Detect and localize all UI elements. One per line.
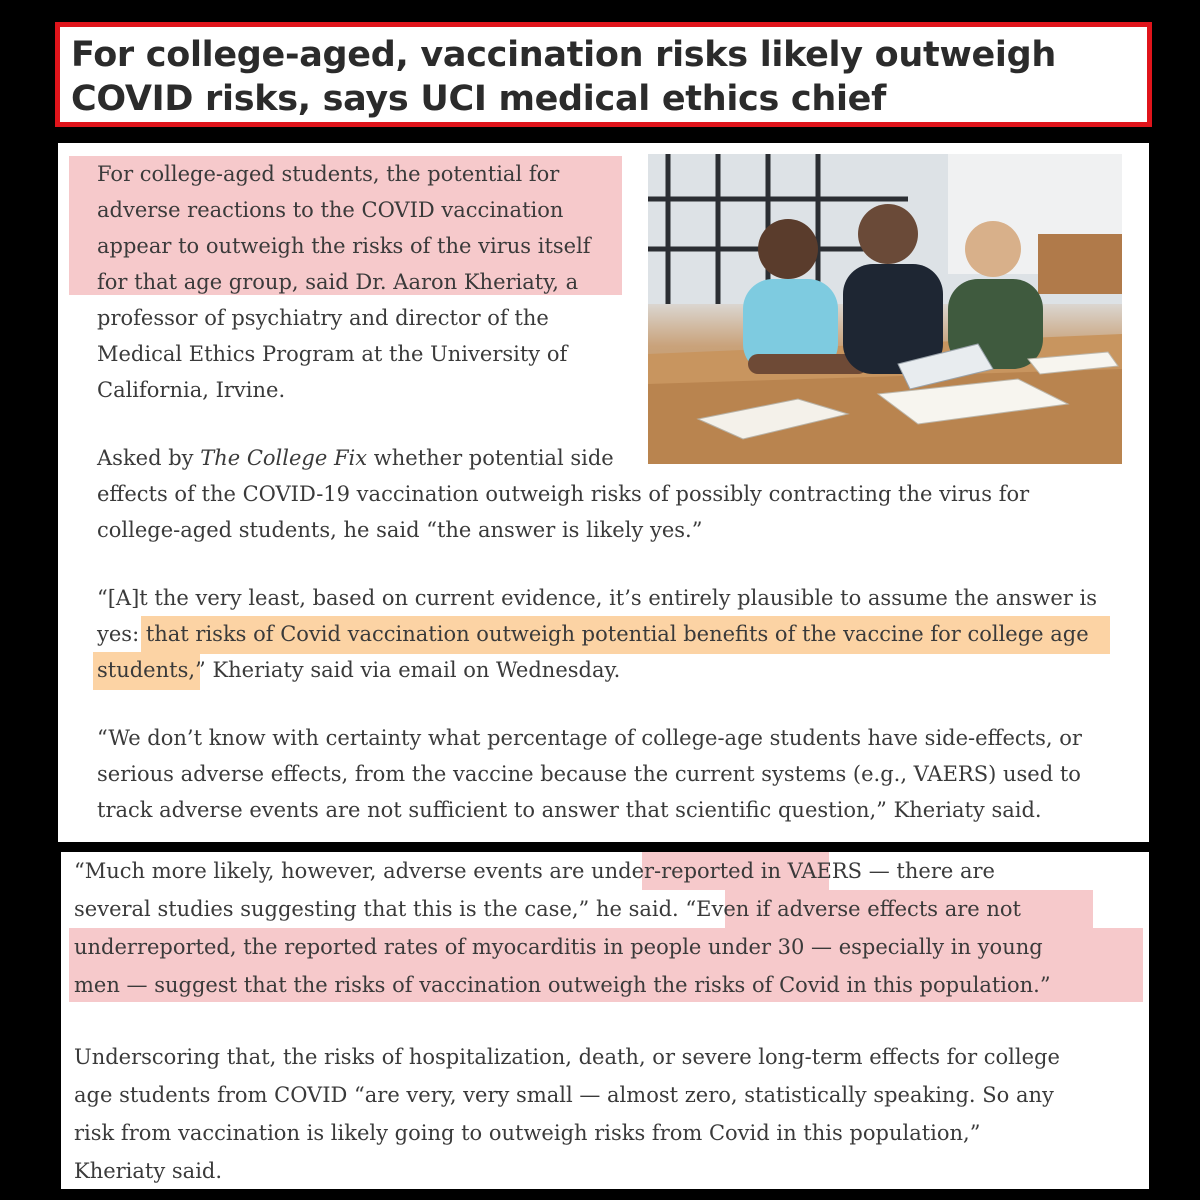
publication-name: The College Fix <box>200 446 368 470</box>
underscoring-line-3: risk from vaccination is likely going to outweigh risks from Covid in this population,” <box>74 1121 981 1145</box>
email-quote-pre: yes: <box>97 622 146 646</box>
underreported-line-1 <box>74 852 1051 890</box>
college-fix-line-1 <box>97 440 1029 476</box>
email-quote-post: ” Kheriaty said via email on Wednesday. <box>195 658 621 682</box>
underreported-pre: “Much more likely, however, adverse events are <box>74 859 592 883</box>
vaers-line-2: serious adverse effects, from the vaccine because the current systems (e.g., VAERS) used to <box>97 762 1081 786</box>
intro-line-1: For college-aged students, the potential for <box>97 162 560 186</box>
paragraph-underscoring <box>74 1038 1060 1190</box>
highlighted-text: students, <box>97 658 196 682</box>
underreported-line-3: underreported, the reported rates of myocarditis in people under 30 — especially in young <box>74 935 1043 959</box>
headline-line-2: COVID risks, says UCI medical ethics chief <box>71 79 887 119</box>
intro-line-5: professor of psychiatry and director of the <box>97 306 549 330</box>
email-quote-line-2 <box>97 616 1097 652</box>
intro-line-7: California, Irvine. <box>97 378 286 402</box>
paragraph-underreported <box>74 852 1051 1004</box>
email-quote-line-1: “[A]t the very least, based on current evidence, it’s entirely plausible to assume the answer is <box>97 586 1098 610</box>
intro-line-4: for that age group, said Dr. Aaron Kheriaty, a <box>97 270 579 294</box>
underscoring-line-2: age students from COVID “are very, very small — almost zero, statistically speaking. So any <box>74 1083 1054 1107</box>
headline-box <box>55 22 1152 127</box>
highlighted-text: under-reported <box>591 859 755 883</box>
college-fix-line-3: college-aged students, he said “the answer is likely yes.” <box>97 518 703 542</box>
article-headline <box>60 27 1147 121</box>
college-fix-pre: Asked by <box>97 446 201 470</box>
vaers-line-3: track adverse events are not sufficient to answer that scientific question,” Kheriaty said. <box>97 798 1042 822</box>
underreported-post: in VAERS — there are <box>754 859 995 883</box>
underreported-line-4: men — suggest that the risks of vaccination outweigh the risks of Covid in this population.” <box>74 973 1051 997</box>
intro-line-2: adverse reactions to the COVID vaccination <box>97 198 564 222</box>
paragraph-email-quote <box>97 580 1097 688</box>
college-fix-line-2: effects of the COVID-19 vaccination outweigh risks of possibly contracting the virus for <box>97 482 1030 506</box>
vaers-line-1: “We don’t know with certainty what percentage of college-age students have side-effects, or <box>97 726 1082 750</box>
headline-line-1: For college-aged, vaccination risks likely outweigh <box>71 35 1056 75</box>
underreported-pre-2: several studies suggesting that this is the case,” he said. <box>74 897 686 921</box>
paragraph-college-fix <box>97 440 1029 548</box>
underscoring-line-4: Kheriaty said. <box>74 1159 223 1183</box>
underreported-line-2 <box>74 890 1051 928</box>
paragraph-intro <box>97 156 591 408</box>
highlighted-text: that risks of Covid vaccination outweigh potential benefits of the vaccine for college age <box>145 622 1089 646</box>
intro-line-6: Medical Ethics Program at the University of <box>97 342 568 366</box>
intro-line-3: appear to outweigh the risks of the virus itself <box>97 234 591 258</box>
college-fix-post: whether potential side <box>367 446 614 470</box>
students-studying-illustration <box>648 154 1122 464</box>
email-quote-line-3 <box>97 652 1097 688</box>
highlighted-text: “Even if adverse effects are not <box>685 897 1021 921</box>
paragraph-vaers <box>97 720 1082 828</box>
underscoring-line-1: Underscoring that, the risks of hospitalization, death, or severe long-term effects for college <box>74 1045 1060 1069</box>
article-photo <box>648 154 1122 464</box>
